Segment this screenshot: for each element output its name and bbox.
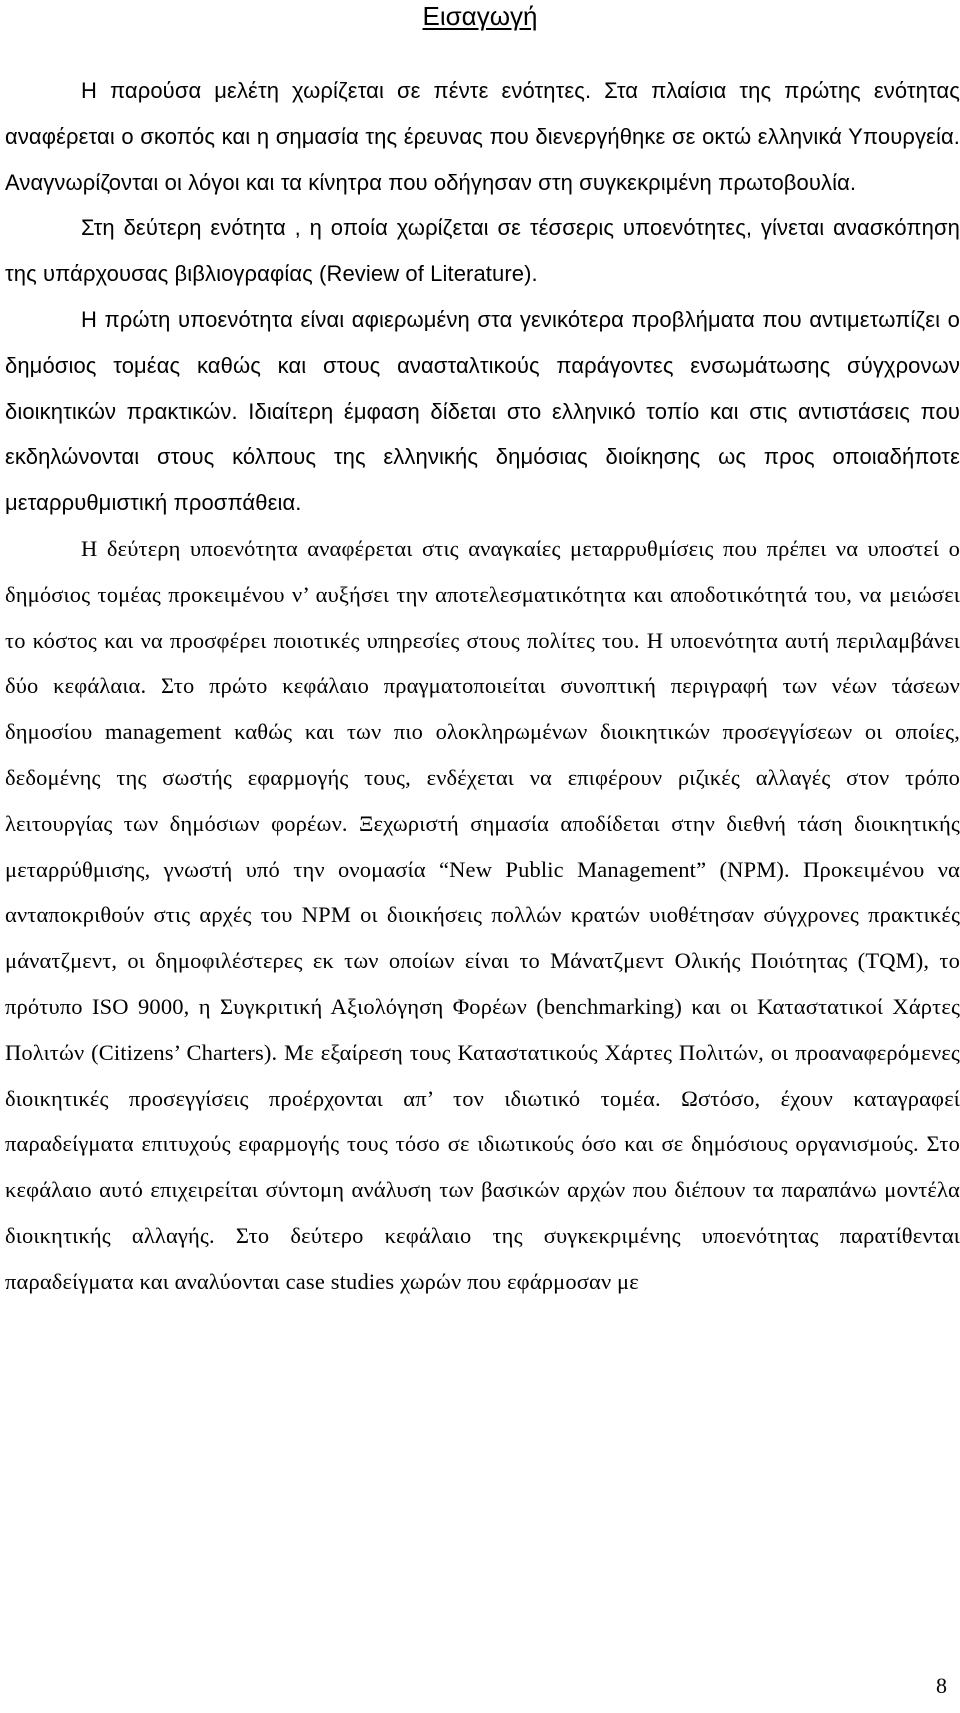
paragraph-second-subsection: Η δεύτερη υποενότητα αναφέρεται στις αναγκαίες μεταρρυθμίσεις που πρέπει να υποστεί ο δημόσιος τομέας προκειμένου ν’ αυξήσει την αποτελεσματικότητα και αποδοτικότητά του, να μειώσει το κόστος και να προσφέρει ποιοτικές υπηρεσίες στους πολίτες του. Η υποενότητα αυτή περιλαμβάνει δύο κεφάλαια. Στο πρώτο κεφάλαιο πραγματοποιείται συνοπτική περιγραφή των νέων τάσεων δημοσίου management καθώς και των πιο ολοκληρωμένων διοικητικών προσεγγίσεων οι οποίες, δεδομένης της σωστής εφαρμογής τους, ενδέχεται να επιφέρουν ριζικές αλλαγές στον τρόπο λειτουργίας των δημόσιων φορέων. Ξεχωριστή σημασία αποδίδεται στην διεθνή τάση διοικητικής μεταρρύθμισης, γνωστή υπό την ονομασία “New Public Management” (NPM). Προκειμένου να ανταποκριθούν στις αρχές του NPM οι διοικήσεις πολλών κρατών υιοθέτησαν σύγχρονες πρακτικές μάνατζμεντ, οι δημοφιλέστερες εκ των οποίων είναι το Μάνατζμεντ Ολικής Ποιότητας (TQM), το πρότυπο ISO 9000, η Συγκριτική Αξιολόγηση Φορέων (benchmarking) και οι Καταστατικοί Χάρτες Πολιτών (Citizens’ Charters). Με εξαίρεση τους Καταστατικούς Χάρτες Πολιτών, οι προαναφερόμενες διοικητικές προσεγγίσεις προέρχονται απ’ τον ιδιωτικό τομέα. Ωστόσο, έχουν καταγραφεί παραδείγματα επιτυχούς εφαρμογής τους τόσο σε ιδιωτικούς όσο και σε δημόσιους οργανισμούς. Στο κεφάλαιο αυτό επιχειρείται σύντομη ανάλυση των βασικών αρχών που διέπουν τα παραπάνω μοντέλα διοικητικής αλλαγής. Στο δεύτερο κεφάλαιο της συγκεκριμένης υποενότητας παρατίθενται παραδείγματα και αναλύονται case studies χωρών που εφάρμοσαν με	[5, 535, 960, 1294]
page-number: 8	[936, 1673, 947, 1698]
paragraph-first-subsection: Η πρώτη υποενότητα είναι αφιερωμένη στα γενικότερα προβλήματα που αντιμετωπίζει ο δημόσιος τομέας καθώς και στους ανασταλτικούς παράγοντες ενσωμάτωσης σύγχρονων διοικητικών πρακτικών. Ιδιαίτερη έμφαση δίδεται στο ελληνικό τοπίο και στις αντιστάσεις που εκδηλώνονται στους κόλπους της ελληνικής δημόσιας διοίκησης ως προς οποιαδήποτε μεταρρυθμιστική προσπάθεια.	[5, 306, 960, 516]
paragraph-intro: Η παρούσα μελέτη χωρίζεται σε πέντε ενότητες. Στα πλαίσια της πρώτης ενότητας αναφέρεται ο σκοπός και η σημασία της έρευνας που διενεργήθηκε σε οκτώ ελληνικά Υπουργεία. Αναγνωρίζονται οι λόγοι και τα κίνητρα που οδήγησαν στη συγκεκριμένη πρωτοβουλία.	[5, 78, 960, 195]
paragraph-second-section: Στη δεύτερη ενότητα , η οποία χωρίζεται σε τέσσερις υποενότητες, γίνεται ανασκόπηση της υπάρχουσας βιβλιογραφίας (Review of Literature).	[5, 215, 960, 287]
page-title: Εισαγωγή	[422, 1, 538, 31]
body-text	[5, 68, 960, 1305]
